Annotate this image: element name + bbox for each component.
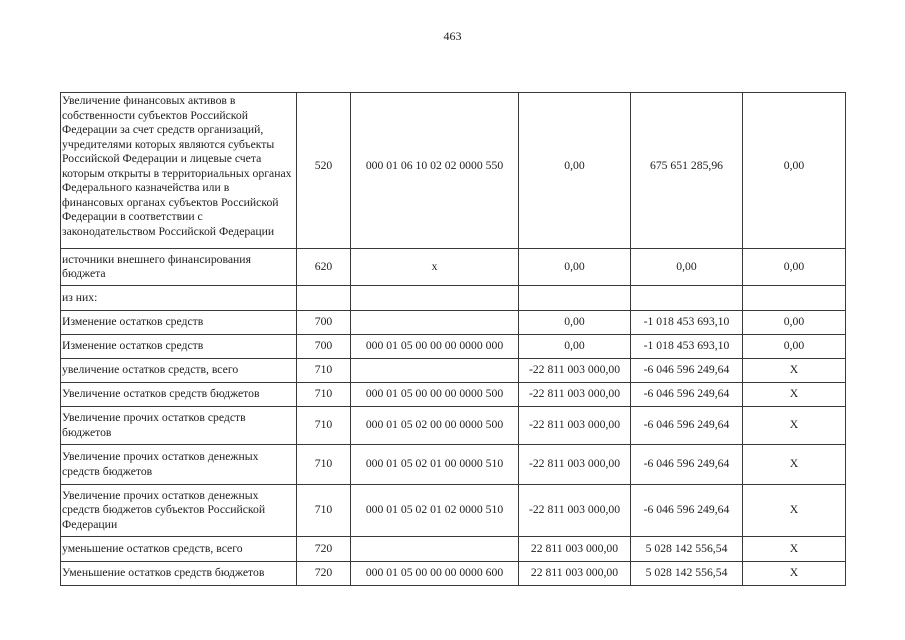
cell-unexecuted: X (743, 407, 846, 445)
cell-source-code: 000 01 05 00 00 00 0000 500 (351, 383, 519, 407)
cell-approved (519, 286, 631, 311)
cell-line-code: 720 (297, 562, 351, 586)
cell-name: Увеличение финансовых активов в собственности субъектов Российской Федерации за счет средств организаций, учредителями которых являются субъекты Российской Федерации и лицевые счета которым открыты в территориальных органах Федерального казначейства или в финансовых органах субъектов Российской Федерации в соответствии с законодательством Российской Федерации (61, 93, 297, 249)
cell-executed: 5 028 142 556,54 (631, 562, 743, 586)
cell-unexecuted: X (743, 485, 846, 537)
table-row (61, 485, 846, 537)
cell-name: источники внешнего финансирования бюджета (61, 249, 297, 286)
cell-executed (631, 286, 743, 311)
cell-name: Изменение остатков средств (61, 311, 297, 335)
cell-executed: -1 018 453 693,10 (631, 335, 743, 359)
cell-executed: 0,00 (631, 249, 743, 286)
cell-name: Увеличение прочих остатков денежных средств бюджетов (61, 445, 297, 485)
cell-executed: -6 046 596 249,64 (631, 445, 743, 485)
cell-source-code (351, 359, 519, 383)
table-row (61, 335, 846, 359)
cell-source-code: 000 01 05 02 01 02 0000 510 (351, 485, 519, 537)
cell-approved: 0,00 (519, 93, 631, 249)
cell-approved: -22 811 003 000,00 (519, 407, 631, 445)
cell-line-code: 710 (297, 445, 351, 485)
cell-line-code (297, 286, 351, 311)
cell-executed: 5 028 142 556,54 (631, 537, 743, 562)
table-row (61, 286, 846, 311)
cell-source-code (351, 286, 519, 311)
cell-name: из них: (61, 286, 297, 311)
cell-source-code (351, 311, 519, 335)
cell-unexecuted: 0,00 (743, 311, 846, 335)
cell-approved: 0,00 (519, 249, 631, 286)
cell-source-code: 000 01 05 00 00 00 0000 000 (351, 335, 519, 359)
cell-line-code: 720 (297, 537, 351, 562)
table-row (61, 537, 846, 562)
cell-name: Увеличение прочих остатков денежных средств бюджетов субъектов Российской Федерации (61, 485, 297, 537)
cell-unexecuted: X (743, 383, 846, 407)
cell-executed: -6 046 596 249,64 (631, 383, 743, 407)
page-number: 463 (443, 29, 462, 43)
cell-line-code: 710 (297, 383, 351, 407)
cell-approved: 0,00 (519, 311, 631, 335)
report-table (60, 92, 846, 586)
cell-line-code: 620 (297, 249, 351, 286)
cell-executed: -6 046 596 249,64 (631, 359, 743, 383)
table-row (61, 445, 846, 485)
cell-approved: 22 811 003 000,00 (519, 537, 631, 562)
cell-executed: -1 018 453 693,10 (631, 311, 743, 335)
cell-unexecuted: X (743, 359, 846, 383)
cell-approved: -22 811 003 000,00 (519, 359, 631, 383)
cell-source-code: 000 01 06 10 02 02 0000 550 (351, 93, 519, 249)
table-row (61, 407, 846, 445)
cell-name: увеличение остатков средств, всего (61, 359, 297, 383)
cell-unexecuted: 0,00 (743, 335, 846, 359)
cell-unexecuted: X (743, 537, 846, 562)
cell-line-code: 710 (297, 359, 351, 383)
cell-unexecuted: X (743, 445, 846, 485)
cell-executed: 675 651 285,96 (631, 93, 743, 249)
cell-executed: -6 046 596 249,64 (631, 407, 743, 445)
cell-line-code: 700 (297, 311, 351, 335)
cell-source-code: 000 01 05 02 01 00 0000 510 (351, 445, 519, 485)
cell-source-code: 000 01 05 00 00 00 0000 600 (351, 562, 519, 586)
cell-approved: 22 811 003 000,00 (519, 562, 631, 586)
cell-approved: 0,00 (519, 335, 631, 359)
cell-name: Увеличение прочих остатков средств бюджетов (61, 407, 297, 445)
table-row (61, 383, 846, 407)
cell-name: уменьшение остатков средств, всего (61, 537, 297, 562)
cell-source-code (351, 537, 519, 562)
cell-approved: -22 811 003 000,00 (519, 383, 631, 407)
cell-approved: -22 811 003 000,00 (519, 445, 631, 485)
cell-source-code: 000 01 05 02 00 00 0000 500 (351, 407, 519, 445)
cell-approved: -22 811 003 000,00 (519, 485, 631, 537)
cell-unexecuted (743, 286, 846, 311)
table-row (61, 249, 846, 286)
cell-unexecuted: 0,00 (743, 93, 846, 249)
table-row (61, 562, 846, 586)
table-row (61, 93, 846, 249)
cell-line-code: 520 (297, 93, 351, 249)
table-row (61, 359, 846, 383)
cell-line-code: 710 (297, 485, 351, 537)
table-row (61, 311, 846, 335)
cell-name: Уменьшение остатков средств бюджетов (61, 562, 297, 586)
cell-unexecuted: X (743, 562, 846, 586)
cell-line-code: 710 (297, 407, 351, 445)
cell-executed: -6 046 596 249,64 (631, 485, 743, 537)
cell-line-code: 700 (297, 335, 351, 359)
cell-source-code: x (351, 249, 519, 286)
cell-name: Увеличение остатков средств бюджетов (61, 383, 297, 407)
cell-name: Изменение остатков средств (61, 335, 297, 359)
cell-unexecuted: 0,00 (743, 249, 846, 286)
